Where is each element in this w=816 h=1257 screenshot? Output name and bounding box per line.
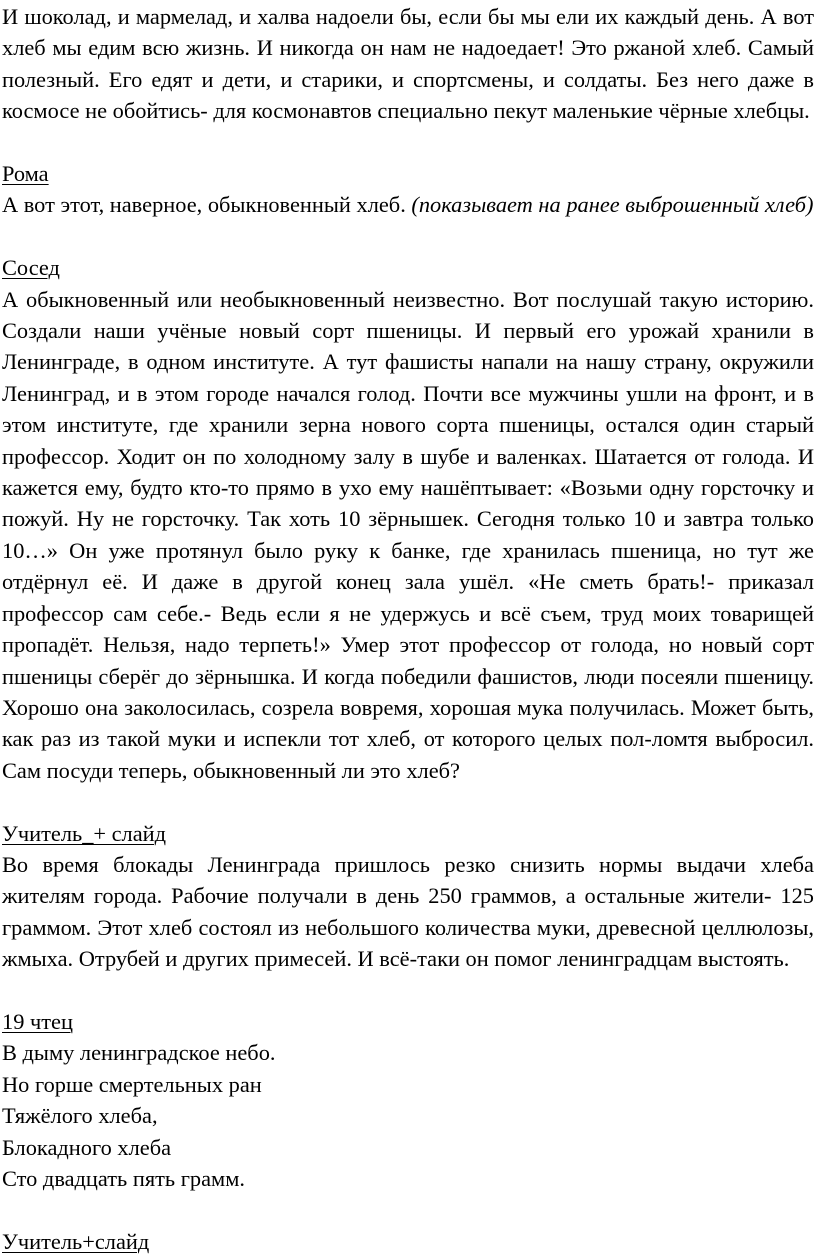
poem-line: Тяжёлого хлеба, (2, 1103, 158, 1129)
paragraph-gap (2, 127, 814, 158)
poem-line: В дыму ленинградское небо. (2, 1040, 276, 1066)
paragraph-gap (2, 221, 814, 252)
speaker-teacher-1 (2, 818, 814, 849)
speaker-name: Рома (2, 161, 49, 187)
stage-direction: (показывает на ранее выброшенный хлеб) (411, 192, 814, 218)
speaker-name: 19 чтец (2, 1008, 73, 1034)
paragraph-gap (2, 1194, 814, 1225)
paragraph-gap (2, 975, 814, 1006)
intro-paragraph: И шоколад, и мармелад, и халва надоели бы, если бы мы ели их каждый день. А вот хлеб мы едим всю жизнь. И никогда он нам не надоедает! Это ржаной хлеб. Самый полезный. Его едят и дети, и старики, и спортсмены, и солдаты. Без него даже в космосе не обойтись- для космонавтов специально пекут маленькие чёрные хлебцы. (2, 4, 814, 124)
speaker-name: Сосед (2, 255, 60, 281)
paragraph-gap (2, 786, 814, 817)
poem-line: Блокадного хлеба (2, 1134, 172, 1160)
teacher-paragraph: Во время блокады Ленинграда пришлось резко снизить нормы выдачи хлеба жителям города. Рабочие получали в день 250 граммов, а остальные жители- 125 граммом. Этот хлеб состоял из небольшого количества муки, древесной целлюлозы, жмыха. Отрубей и других примесей. И всё-таки он помог ленинградцам выстоять. (2, 851, 814, 972)
poem (2, 1037, 814, 1194)
speaker-name: Учитель_+ слайд (2, 820, 167, 846)
poem-line: Сто двадцать пять грамм. (2, 1165, 245, 1191)
roma-speech: А вот этот, наверное, обыкновенный хлеб. (2, 192, 412, 218)
speaker-neighbor (2, 252, 814, 283)
speaker-name: Учитель+слайд (2, 1228, 150, 1254)
speaker-reader-19 (2, 1006, 814, 1037)
neighbor-paragraph: А обыкновенный или необыкновенный неизвестно. Вот послушай такую историю. Создали наши учёные новый сорт пшеницы. И первый его урожай хранили в Ленинграде, в одном институте. А тут фашисты напали на нашу страну, окружили Ленинград, и в этом городе начался голод. Почти все мужчины ушли на фронт, и в этом институте, где хранили зерна нового сорта пшеницы, остался один старый профессор. Ходит он по холодному залу в шубе и валенках. Шатается от голода. И кажется ему, будто кто-то прямо в ухо ему нашёптывает: «Возьми одну горсточку и пожуй. Ну не горсточку. Так хоть 10 зёрнышек. Сегодня только 10 и завтра только 10…» Он уже протянул было руку к банке, где хранилась пшеница, но тут же отдёрнул её. И даже в другой конец зала ушёл. «Не сметь брать!- приказал профессор сам себе.- Ведь если я не удержусь и всё съем, труд моих товарищей пропадёт. Нельзя, надо терпеть!» Умер этот профессор от голода, но новый сорт пшеницы сберёг до зёрнышка. И когда победили фашистов, люди посеяли пшеницу. Хорошо она заколосилась, созрела вовремя, хорошая мука получилась. Может быть, как раз из такой муки и испекли тот хлеб, от которого целых пол-ломтя выбросил. Сам посуди теперь, обыкновенный ли это хлеб? (2, 286, 814, 783)
roma-line (2, 189, 814, 220)
poem-line: Но горше смертельных ран (2, 1071, 262, 1097)
speaker-roma (2, 158, 814, 189)
speaker-teacher-2 (2, 1226, 814, 1257)
